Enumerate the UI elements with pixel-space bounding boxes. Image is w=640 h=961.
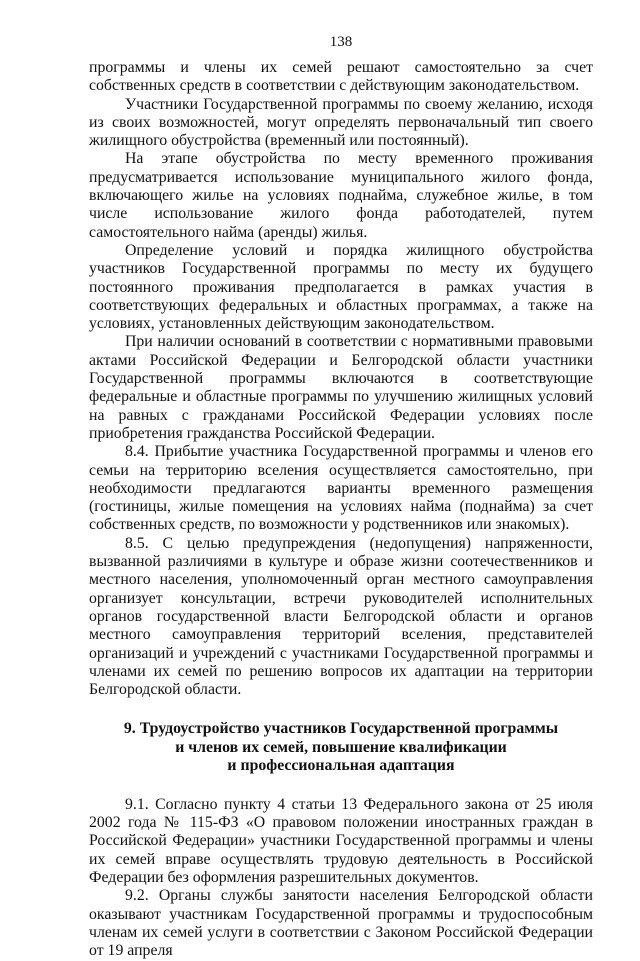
page-number: 138 bbox=[329, 34, 353, 50]
paragraph-temporary-housing: На этапе обустройства по месту временного проживания предусматривается использование муниципального жилого фонда, включающего жилье на условиях поднайма, служебное жилье, в том числе использование жилого фонда работодателей, путем самостоятельного найма (аренды) жилья. bbox=[89, 150, 593, 241]
paragraph-9-1: 9.1. Согласно пункту 4 статьи 13 Федерального закона от 25 июля 2002 года № 115-ФЗ «О правовом положении иностранных граждан в Российской Федерации» участники Государственной программы и члены их семей вправе осуществлять трудовую деятельность в Российской Федерации без оформления разрешительных документов. bbox=[89, 795, 593, 887]
paragraph-permanent-housing: Определение условий и порядка жилищного обустройства участников Государственной программы по месту их будущего постоянного проживания предполагается в рамках участия в соответствующих федеральных и областных программах, а также на условиях, установленных действующим законодательством. bbox=[89, 241, 593, 333]
paragraph-continuation: программы и члены их семей решают самостоятельно за счет собственных средств в соответствии с действующим законодательством. bbox=[89, 59, 593, 95]
paragraph-9-2: 9.2. Органы службы занятости населения Белгородской области оказывают участникам Государственной программы и трудоспособным членам их семей услуги в соответствии с Законом Российской Федерации от 19 апреля bbox=[89, 887, 593, 960]
section-heading bbox=[89, 720, 593, 776]
paragraph-8-4: 8.4. Прибытие участника Государственной программы и членов его семьи на территорию вселения осуществляется самостоятельно, при необходимости предлагаются варианты временного размещения (гостиницы, жилые помещения на условиях найма (поднайма) за счет собственных средств, по возможности у родственников или знакомых). bbox=[89, 443, 593, 534]
section-heading-line-1: 9. Трудоустройство участников Государственной программы bbox=[123, 720, 559, 738]
paragraph-housing-programs: При наличии оснований в соответствии с нормативными правовыми актами Российской Федерации и Белгородской области участники Государственной программы включаются в соответствующие федеральные и областные программы по улучшению жилищных условий на равных с гражданами Российской Федерации условиях после приобретения гражданства Российской Федерации. bbox=[89, 333, 593, 442]
paragraph-8-5: 8.5. С целью предупреждения (недопущения) напряженности, вызванной различиями в культуре и образе жизни соотечественников и местного населения, уполномоченный орган местного самоуправления организует консультации, встречи руководителей исполнительных органов государственной власти Белгородской области и органов местного самоуправления территорий вселения, представителей организаций и учреждений с участниками Государственной программы и членами их семей по решению вопросов их адаптации на территории Белгородской области. bbox=[89, 534, 593, 699]
paragraph-housing-type: Участники Государственной программы по своему желанию, исходя из своих возможностей, могут определять первоначальный тип своего жилищного обустройства (временный или постоянный). bbox=[89, 95, 593, 150]
section-heading-line-3: и профессиональная адаптация bbox=[227, 757, 455, 775]
section-heading-line-2: и членов их семей, повышение квалификации bbox=[175, 738, 507, 756]
